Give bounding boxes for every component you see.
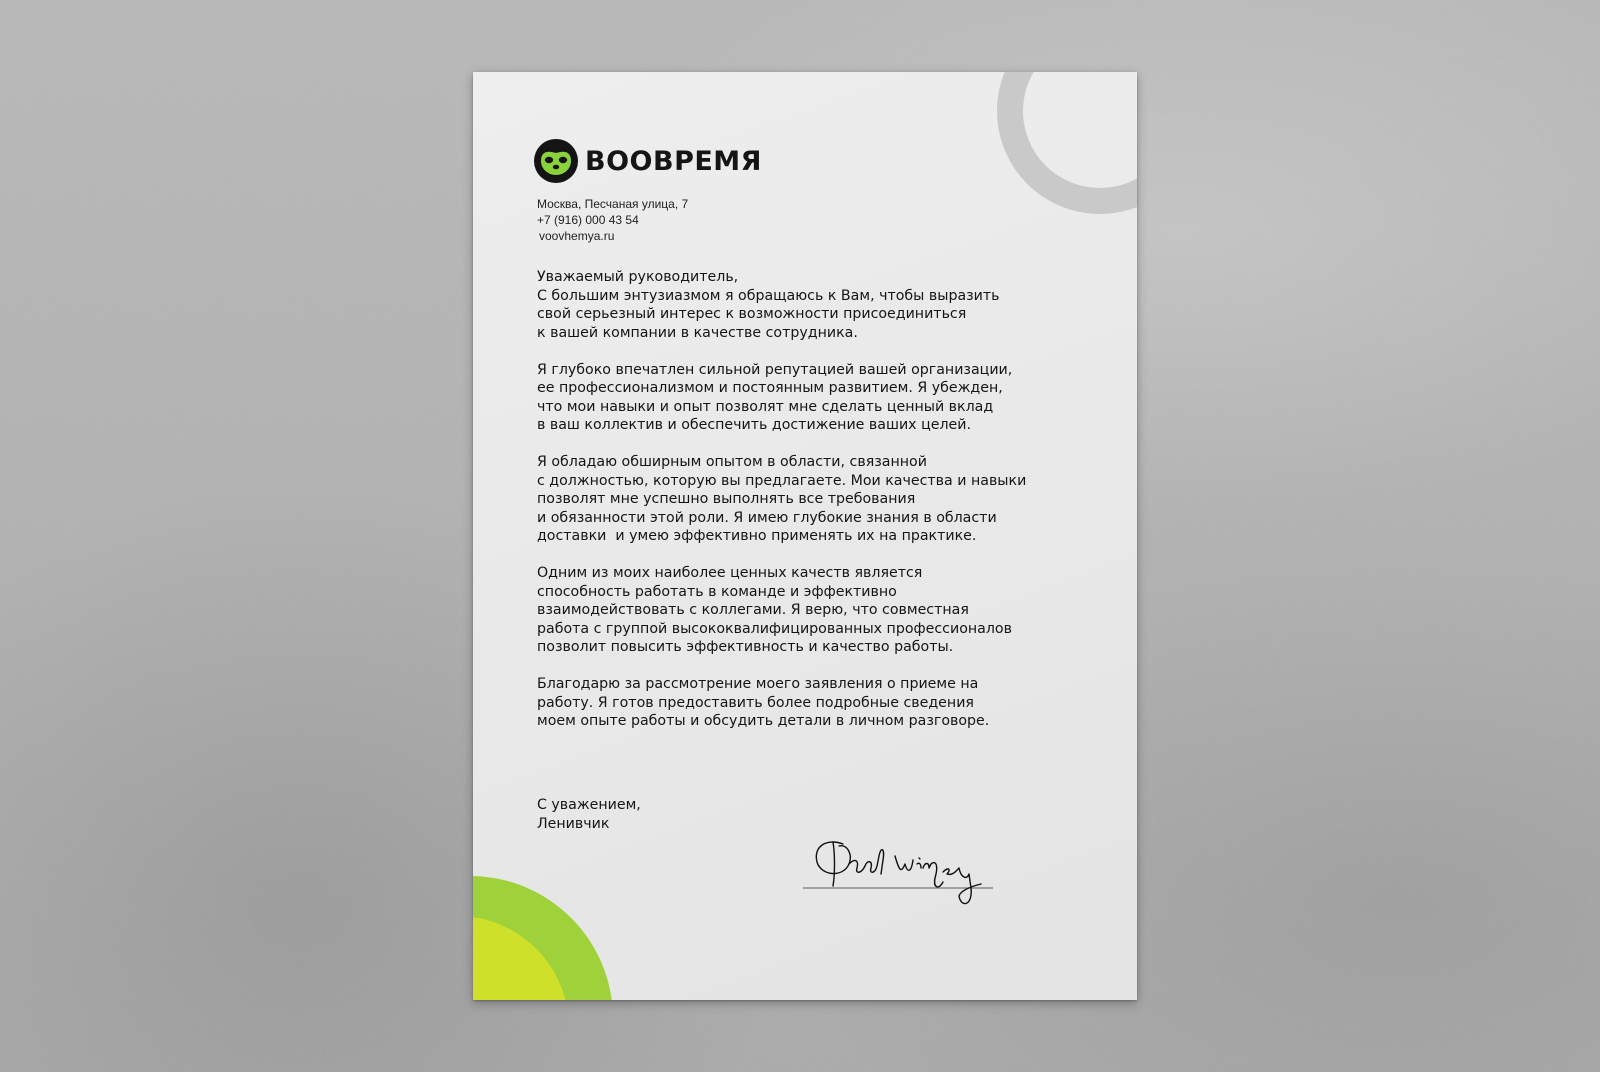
sloth-face-icon [533, 138, 579, 184]
phone-text: +7 (916) 000 43 54 [537, 213, 639, 227]
letter-paragraph [537, 287, 1117, 343]
contact-block [537, 196, 688, 244]
company-logo [533, 138, 762, 184]
paragraph-line: Одним из моих наиболее ценных качеств является [537, 565, 923, 581]
paragraph-line: Я глубоко впечатлен сильной репутацией вашей организации, [537, 361, 1013, 378]
letter-paragraph [537, 453, 1117, 546]
paragraph-line: Благодарю за рассмотрение моего заявления о приеме на [537, 676, 979, 692]
paragraph-line: взаимодействовать с коллегами. Я верю, что совместная [537, 602, 969, 618]
paragraph-line: что мои навыки и опыт позволят мне сделать ценный вклад [537, 398, 994, 415]
decorative-ring [997, 72, 1137, 214]
sender-name: Ленивчик [537, 815, 610, 832]
paragraph-line: позволит повысить эффективность и качество работы. [537, 639, 954, 655]
paragraph-line: моем опыте работы и обсудить детали в личном разговоре. [537, 713, 990, 729]
letter-sheet [473, 72, 1137, 1000]
company-name: ВООВРЕМЯ [585, 145, 762, 177]
address-text: Москва, Песчаная улица, 7 [537, 197, 689, 211]
handwritten-signature [803, 834, 1003, 914]
paragraph-line: работа с группой высококвалифицированных профессионалов [537, 620, 1012, 637]
paragraph-line: и обязанности этой роли. Я имею глубокие знания в области [537, 509, 997, 526]
website-text: voovhemya.ru [539, 229, 615, 243]
paragraph-line: способность работать в команде и эффективно [537, 583, 897, 600]
paragraph-line: к вашей компании в качестве сотрудника. [537, 324, 858, 341]
paragraph-line: с должностью, которую вы предлагаете. Мои качества и навыки [537, 472, 1027, 489]
letter-paragraph [537, 361, 1117, 435]
paragraph-line: в ваш коллектив и обеспечить достижение ваших целей. [537, 417, 971, 433]
paragraph-line: ее профессионализмом и постоянным развитием. Я убежден, [537, 380, 1003, 396]
paragraph-line: работу. Я готов предоставить более подробные сведения [537, 694, 974, 711]
paragraph-line: С большим энтузиазмом я обращаюсь к Вам, чтобы выразить [537, 287, 1000, 304]
greeting-line: Уважаемый руководитель, [537, 269, 739, 285]
letter-paragraph [537, 675, 1117, 731]
letter-paragraph [537, 564, 1117, 657]
letter-body [537, 268, 1117, 749]
closing-phrase: С уважением, [537, 797, 641, 813]
paragraph-line: доставки и умею эффективно применять их на практике. [537, 528, 977, 544]
letter-paragraphs [537, 287, 1117, 731]
decorative-green-circle [473, 876, 613, 1000]
paragraph-line: Я обладаю обширным опытом в области, связанной [537, 454, 927, 470]
paragraph-line: свой серьезный интерес к возможности присоединиться [537, 306, 967, 322]
closing-block [537, 796, 641, 833]
paragraph-line: позволят мне успешно выполнять все требования [537, 491, 916, 507]
